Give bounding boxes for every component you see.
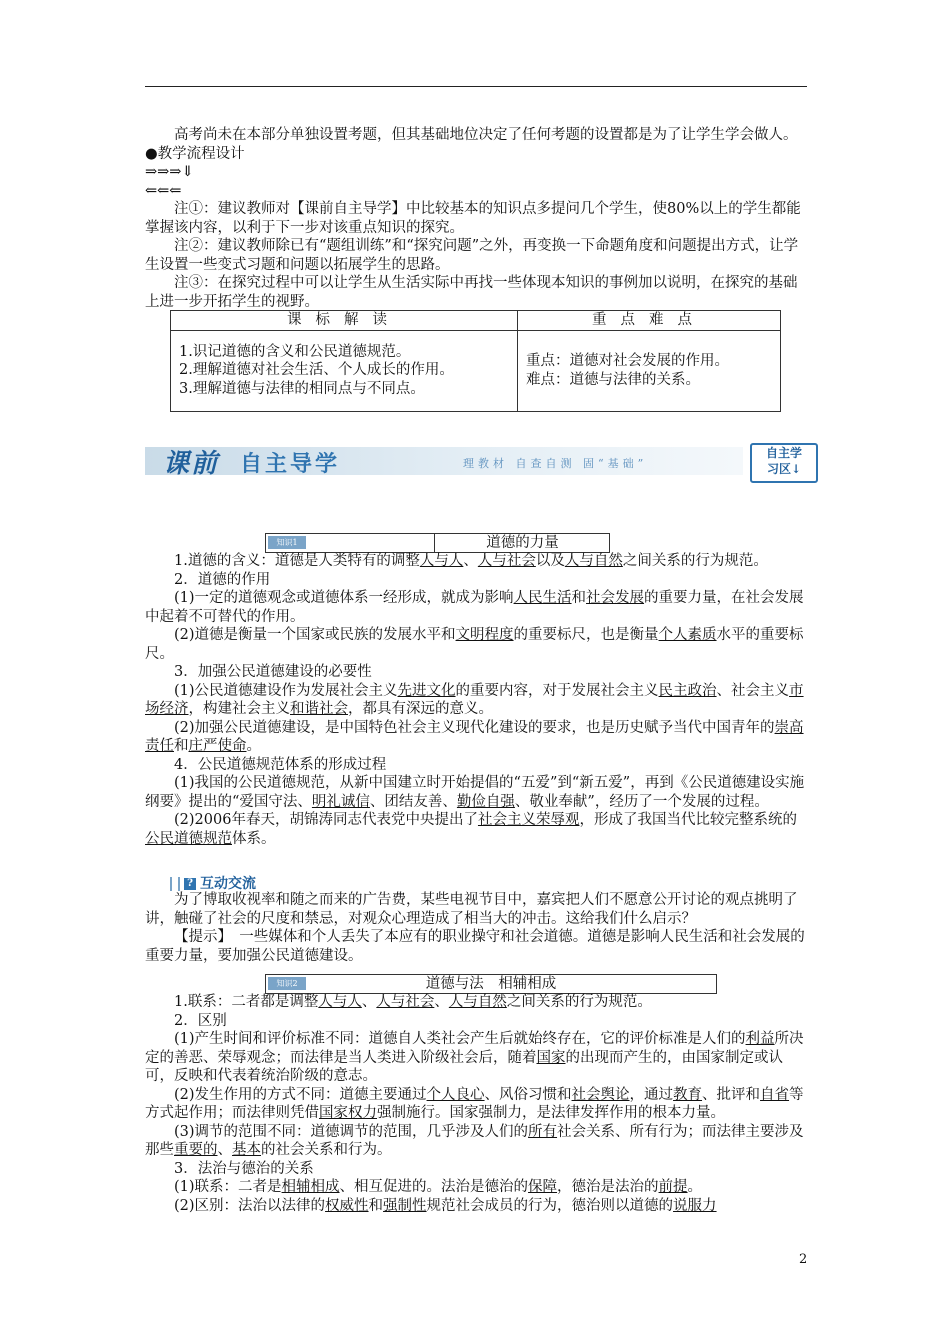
paragraph: (2)发生作用的方式不同：道德主要通过个人良心、风俗习惯和社会舆论，通过教育、批评和自省等方式起作用；而法律则凭借国家权力强制施行。国家强制力，是法律发挥作用的根本力量。 bbox=[145, 1086, 804, 1121]
banner-title: 自主导学 bbox=[240, 451, 341, 477]
key-point: 重点：道德对社会发展的作用。 bbox=[526, 353, 729, 369]
section-banner bbox=[145, 441, 817, 483]
paragraph: 1.道德的含义：道德是人类特有的调整人与人、人与社会以及人与自然之间关系的行为规范。 bbox=[174, 553, 768, 569]
paragraph: (1)一定的道德观念或道德体系一经形成，就成为影响人民生活和社会发展的重要力量，在社会发展中起着不可替代的作用。 bbox=[145, 590, 804, 625]
objective-item: 2.理解道德对社会生活、个人成长的作用。 bbox=[179, 362, 454, 379]
paragraph: (2)道德是衡量一个国家或民族的发展水平和文明程度的重要标尺，也是衡量个人素质水平的重要标尺。 bbox=[145, 627, 804, 662]
difficult-point: 难点：道德与法律的关系。 bbox=[526, 371, 700, 388]
note-2: 注②：建议教师除已有“题组训练”和“探究问题”之外，再变换一下命题角度和问题提出方式，让学生设置一些变式习题和问题以拓展学生的思路。 bbox=[145, 238, 799, 273]
section-heading-1 bbox=[265, 533, 610, 553]
objective-item: 3.理解道德与法律的相同点与不同点。 bbox=[179, 380, 425, 397]
note-1: 注①：建议教师对【课前自主导学】中比较基本的知识点多提问几个学生，使80%以上的学生都能掌握该内容，以利于下一步对该重点知识的探究。 bbox=[145, 201, 801, 236]
intro-block bbox=[145, 126, 807, 311]
intro-paragraph: 高考尚未在本部分单独设置考题，但其基础地位决定了任何考题的设置都是为了让学生学会做人。 bbox=[174, 127, 798, 143]
section-heading-2 bbox=[265, 974, 717, 994]
paragraph: (1)产生时间和评价标准不同：道德自人类社会产生后就始终存在，它的评价标准是人们的利益所决定的善恶、荣辱观念；而法律是当人类进入阶级社会后，随着国家的出现而产生的，由国家制定或认可，反映和代表着统治阶级的意志。 bbox=[145, 1031, 804, 1084]
paragraph: 2．区别 bbox=[174, 1012, 227, 1029]
section-tag: 知识2 bbox=[268, 977, 306, 990]
badge-line-1: 自主学 bbox=[765, 446, 802, 460]
paragraph: (2)2006年春天，胡锦涛同志代表党中央提出了社会主义荣辱观，形成了我国当代比较完整系统的公民道德规范体系。 bbox=[145, 812, 797, 847]
flow-arrows-forward: ⇒⇒⇒⇓ bbox=[145, 164, 194, 180]
objective-item: 1.识记道德的含义和公民道德规范。 bbox=[179, 343, 411, 360]
question-icon: ? bbox=[184, 878, 196, 890]
objectives-header-left: 课标解读 bbox=[171, 311, 518, 331]
paragraph: 2．道德的作用 bbox=[174, 571, 271, 588]
paragraph: (1)我国的公民道德规范，从新中国建立时开始提倡的“五爱”到“新五爱”，再到《公民道德建设实施纲要》提出的“爱国守法、明礼诚信、团结友善、勤俭自强、敬业奉献”，经历了一个发展的过程。 bbox=[145, 775, 805, 810]
paragraph: (3)调节的范围不同：道德调节的范围，几乎涉及人们的所有社会关系、所有行为；而法律主要涉及那些重要的、基本的社会关系和行为。 bbox=[145, 1123, 804, 1158]
note-3: 注③：在探究过程中可以让学生从生活实际中再找一些体现本知识的事例加以说明，在探究的基础上进一步开拓学生的视野。 bbox=[145, 275, 798, 310]
flow-title: ●教学流程设计 bbox=[145, 145, 245, 162]
section-tag: 知识1 bbox=[268, 536, 306, 549]
section-title: 道德与法 相辅相成 bbox=[425, 976, 557, 992]
objectives-left-cell bbox=[171, 330, 518, 411]
section-1-content bbox=[145, 552, 807, 848]
paragraph: 1.联系：二者都是调整人与人、人与社会、人与自然之间关系的行为规范。 bbox=[174, 994, 652, 1010]
interaction-heading bbox=[170, 873, 256, 891]
page-number: 2 bbox=[799, 1252, 808, 1267]
banner-subtitle: 理教材 自查自测 固“基础” bbox=[463, 457, 648, 470]
paragraph: 4．公民道德规范体系的形成过程 bbox=[174, 756, 387, 773]
banner-background bbox=[145, 447, 743, 475]
interaction-content bbox=[145, 891, 807, 965]
paragraph: 3．加强公民道德建设的必要性 bbox=[174, 664, 372, 680]
flow-arrows-back: ⇐⇐⇐ bbox=[145, 182, 182, 199]
paragraph: 3．法治与德治的关系 bbox=[174, 1160, 314, 1177]
interaction-title: 互动交流 bbox=[200, 876, 256, 892]
banner-title-prefix: 课前 bbox=[163, 449, 220, 479]
header-rule bbox=[145, 86, 807, 87]
paragraph: (1)公民道德建设作为发展社会主义先进文化的重要内容，对于发展社会主义民主政治、社会主义市场经济，构建社会主义和谐社会，都具有深远的意义。 bbox=[145, 682, 804, 717]
objectives-table bbox=[170, 310, 781, 412]
paragraph: (2)加强公民道德建设，是中国特色社会主义现代化建设的要求，也是历史赋予当代中国青年的崇高责任和庄严使命。 bbox=[145, 719, 804, 754]
interaction-hint: 【提示】 一些媒体和个人丢失了本应有的职业操守和社会道德。道德是影响人民生活和社会发展的重要力量，要加强公民道德建设。 bbox=[145, 929, 805, 964]
interaction-question: 为了博取收视率和随之而来的广告费，某些电视节目中，嘉宾把人们不愿意公开讨论的观点挑明了讲，触碰了社会的尺度和禁忌，对观众心理造成了相当大的冲击。这给我们什么启示？ bbox=[145, 892, 798, 927]
paragraph: (1)联系：二者是相辅相成、相互促进的。法治是德治的保障，德治是法治的前提。 bbox=[174, 1179, 703, 1195]
badge-line-2: 习区↓ bbox=[766, 462, 802, 476]
self-study-badge bbox=[750, 443, 818, 483]
heading-bars-icon bbox=[170, 877, 180, 891]
section-2-content bbox=[145, 993, 807, 1215]
section-title: 道德的力量 bbox=[486, 535, 559, 551]
paragraph: (2)区别：法治以法律的权威性和强制性规范社会成员的行为，德治则以道德的说服力 bbox=[174, 1197, 717, 1214]
objectives-header-right: 重点难点 bbox=[518, 311, 781, 331]
objectives-right-cell bbox=[518, 330, 781, 411]
